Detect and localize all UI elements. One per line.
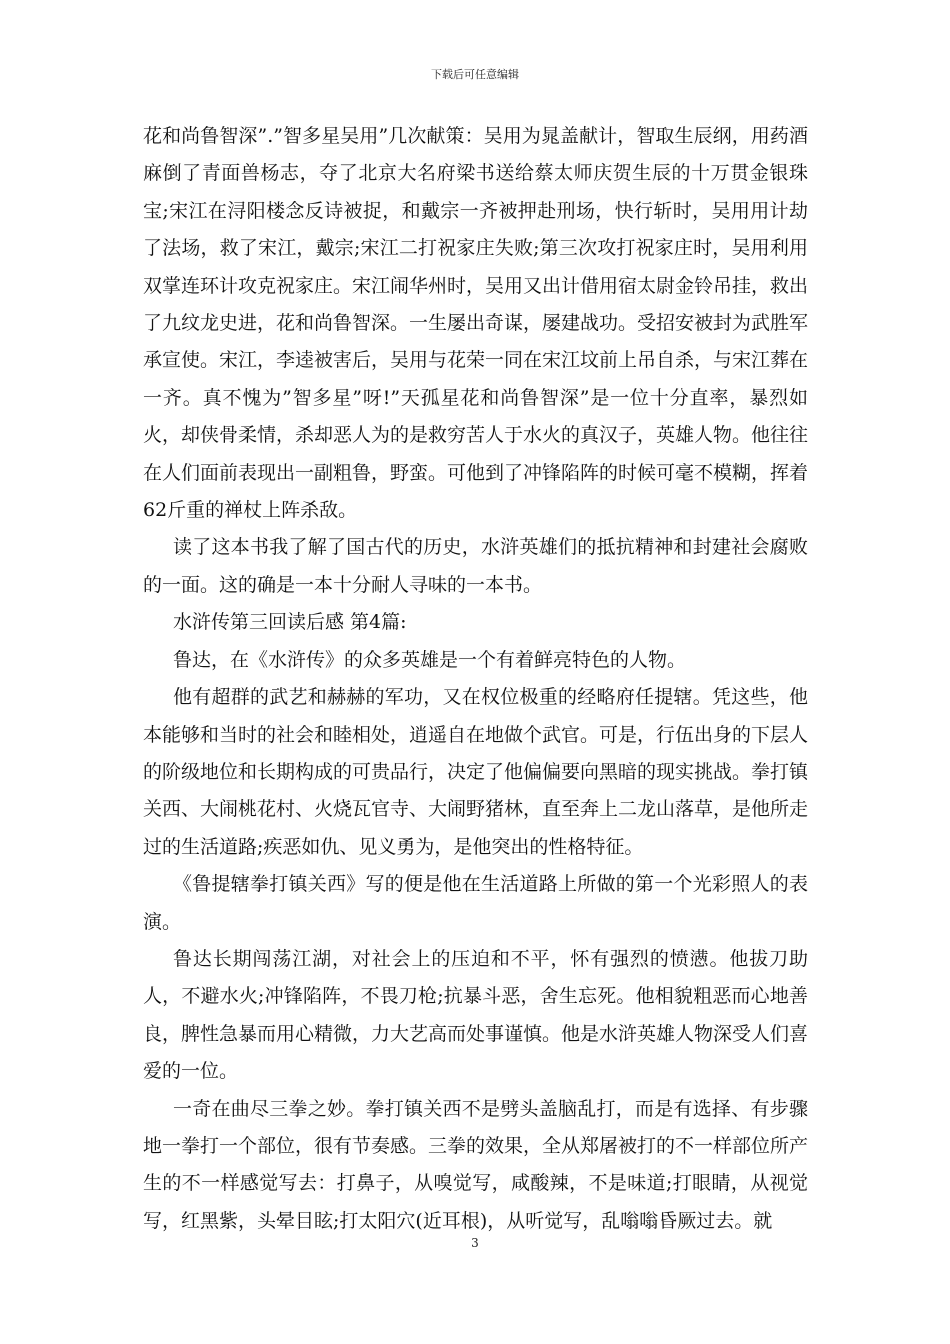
page-number: 3 — [471, 1236, 479, 1250]
paragraph-5: 《鲁提辖拳打镇关西》写的便是他在生活道路上所做的第一个光彩照人的表演。 — [143, 873, 808, 933]
paragraph-3: 鲁达，在《水浒传》的众多英雄是一个有着鲜亮特色的人物。 — [173, 648, 687, 671]
section-heading: 水浒传第三回读后感 第4篇: — [173, 611, 407, 634]
page-header: 下载后可任意编辑 — [431, 68, 519, 81]
paragraph-7: 一奇在曲尽三拳之妙。拳打镇关西不是劈头盖脑乱打，而是有选择、有步骤地一拳打一个部位，很有节奏感。三拳的效果，全从郑屠被打的不一样部位所产生的不一样感觉写去：打鼻子，从嗅觉写，咸酸辣，不是味道;打眼睛，从视觉写，红黑紫，头晕目眩;打太阳穴(近耳根)，从听觉写，乱嗡嗡昏厥过去。就 — [143, 1097, 809, 1232]
paragraph-2: 读了这本书我了解了国古代的历史，水浒英雄们的抵抗精神和封建社会腐败的一面。这的确是一本十分耐人寻味的一本书。 — [143, 536, 808, 596]
paragraph-1: 花和尚鲁智深”.”智多星吴用”几次献策：吴用为晁盖献计，智取生辰纲，用药酒麻倒了青面兽杨志，夺了北京大名府梁书送给蔡太师庆贺生辰的十万贯金银珠宝;宋江在浔阳楼念反诗被捉，和戴宗一齐被押赴刑场，快行斩时，吴用用计劫了法场，救了宋江，戴宗;宋江二打祝家庄失败;第三次攻打祝家庄时，吴用利用双掌连环计攻克祝家庄。宋江闹华州时，吴用又出计借用宿太尉金铃吊挂，救出了九纹龙史进，花和尚鲁智深。一生屡出奇谋，屡建战功。受招安被封为武胜军承宣使。宋江，李逵被害后，吴用与花荣一同在宋江坟前上吊自杀，与宋江葬在一齐。真不愧为”智多星”呀!”天孤星花和尚鲁智深”是一位十分直率，暴烈如火，却侠骨柔情，杀却恶人为的是救穷苦人于水火的真汉子，英雄人物。他往往在人们面前表现出一副粗鲁，野蛮。可他到了冲锋陷阵的时候可毫不模糊，挥着62斤重的禅杖上阵杀敌。 — [143, 125, 809, 522]
paragraph-4: 他有超群的武艺和赫赫的军功，又在权位极重的经略府任提辖。凭这些，他本能够和当时的社会和睦相处，逍遥自在地做个武官。可是，行伍出身的下层人的阶级地位和长期构成的可贵品行，决定了他偏偏要向黑暗的现实挑战。拳打镇关西、大闹桃花村、火烧瓦官寺、大闹野猪林，直至奔上二龙山落草，是他所走过的生活道路;疾恶如仇、见义勇为，是他突出的性格特征。 — [143, 686, 809, 858]
paragraph-6: 鲁达长期闯荡江湖，对社会上的压迫和不平，怀有强烈的愤懑。他拔刀助人，不避水火;冲锋陷阵，不畏刀枪;抗暴斗恶，舍生忘死。他相貌粗恶而心地善良，脾性急暴而用心精微，力大艺高而处事谨慎。他是水浒英雄人物深受人们喜爱的一位。 — [143, 947, 809, 1083]
document-body — [143, 118, 808, 1240]
